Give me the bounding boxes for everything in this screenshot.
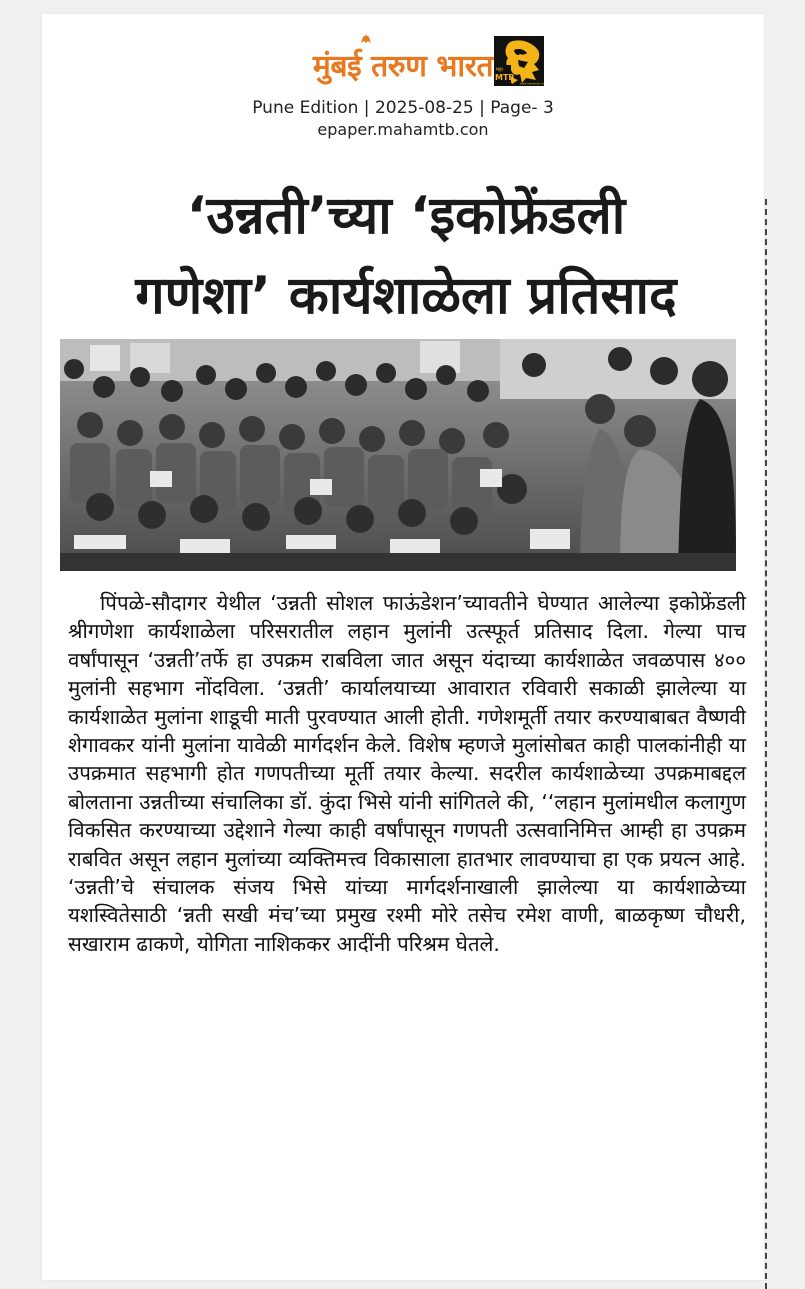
newspaper-title-text: मुंबई तरुण भारत	[312, 49, 494, 84]
logo-small-text: महा	[496, 67, 503, 73]
edition-line: Pune Edition | 2025-08-25 | Page- 3	[252, 98, 554, 118]
headline-line-2: गणेशा’ कार्यशाळेला प्रतिसाद	[135, 266, 677, 326]
lion-emblem-icon	[360, 34, 372, 44]
newspaper-clipping	[42, 14, 764, 1280]
article-body: पिंपळे-सौदागर येथील ‘उन्नती सोशल फाऊंडेशन’च्यावतीने घेण्यात आलेल्या इकोफ्रेंडली श्रीगणेशा कार्यशाळेला परिसरातील लहान मुलांनी उत्स्फूर्त प्रतिसाद दिला. गेल्या पाच वर्षांपासून ‘उन्नती’तर्फे हा उपक्रम राबविला जात असून यंदाच्या कार्यशाळेत जवळपास ४०० मुलांनी सहभाग नोंदविला. ‘उन्नती’ कार्यालयाच्या आवारात रविवारी सकाळी झालेल्या या कार्यशाळेत मुलांना शाडूची माती पुरवण्यात आली होती. गणेशमूर्ती तयार करण्याबाबत वैष्णवी शेगावकर यांनी मुलांना यावेळी मार्गदर्शन केले. विशेष म्हणजे मुलांसोबत काही पालकांनीही या उपक्रमात सहभागी होत गणपतीच्या मूर्ती तयार केल्या. सदरील कार्यशाळेच्या उपक्रमाबद्दल बोलताना उन्नतीच्या संचालिका डॉ. कुंदा भिसे यांनी सांगितले की, ‘‘लहान मुलांमधील कलागुण विकसित करण्याच्या उद्देशाने गेल्या काही वर्षांपासून गणपती उत्सवानिमित्त आम्ही हा उपक्रम राबवित असून लहान मुलांच्या व्यक्तिमत्त्व विकासाला हातभार लावण्याचा हा एक प्रयत्न आहे. ‘उन्नती’चे संचालक संजय भिसे यांच्या मार्गदर्शनाखाली झालेल्या या कार्यशाळेच्या यशस्वितेसाठी ‘न्नती सखी मंच’च्या प्रमुख रश्मी मोरे तसेच रमेश वाणी, बाळकृष्ण चौधरी, सखाराम ढाकणे, योगिता नाशिककर आदींनी परिश्रम घेतले.	[68, 591, 746, 956]
column-divider	[765, 199, 767, 1289]
newspaper-title	[42, 44, 764, 85]
lion-logo-icon	[494, 36, 544, 86]
logo-text: MTB	[495, 73, 515, 82]
logo-url: www.mahamtb.com	[520, 82, 544, 86]
masthead	[42, 36, 764, 92]
epaper-url: epaper.mahamtb.con	[317, 120, 489, 139]
headline	[56, 176, 756, 336]
workshop-photo	[60, 339, 736, 571]
mtb-lion-logo	[494, 36, 544, 86]
article-photo	[60, 339, 736, 571]
headline-line-1: ‘उन्नती’च्या ‘इकोफ्रेंडली	[186, 186, 626, 246]
